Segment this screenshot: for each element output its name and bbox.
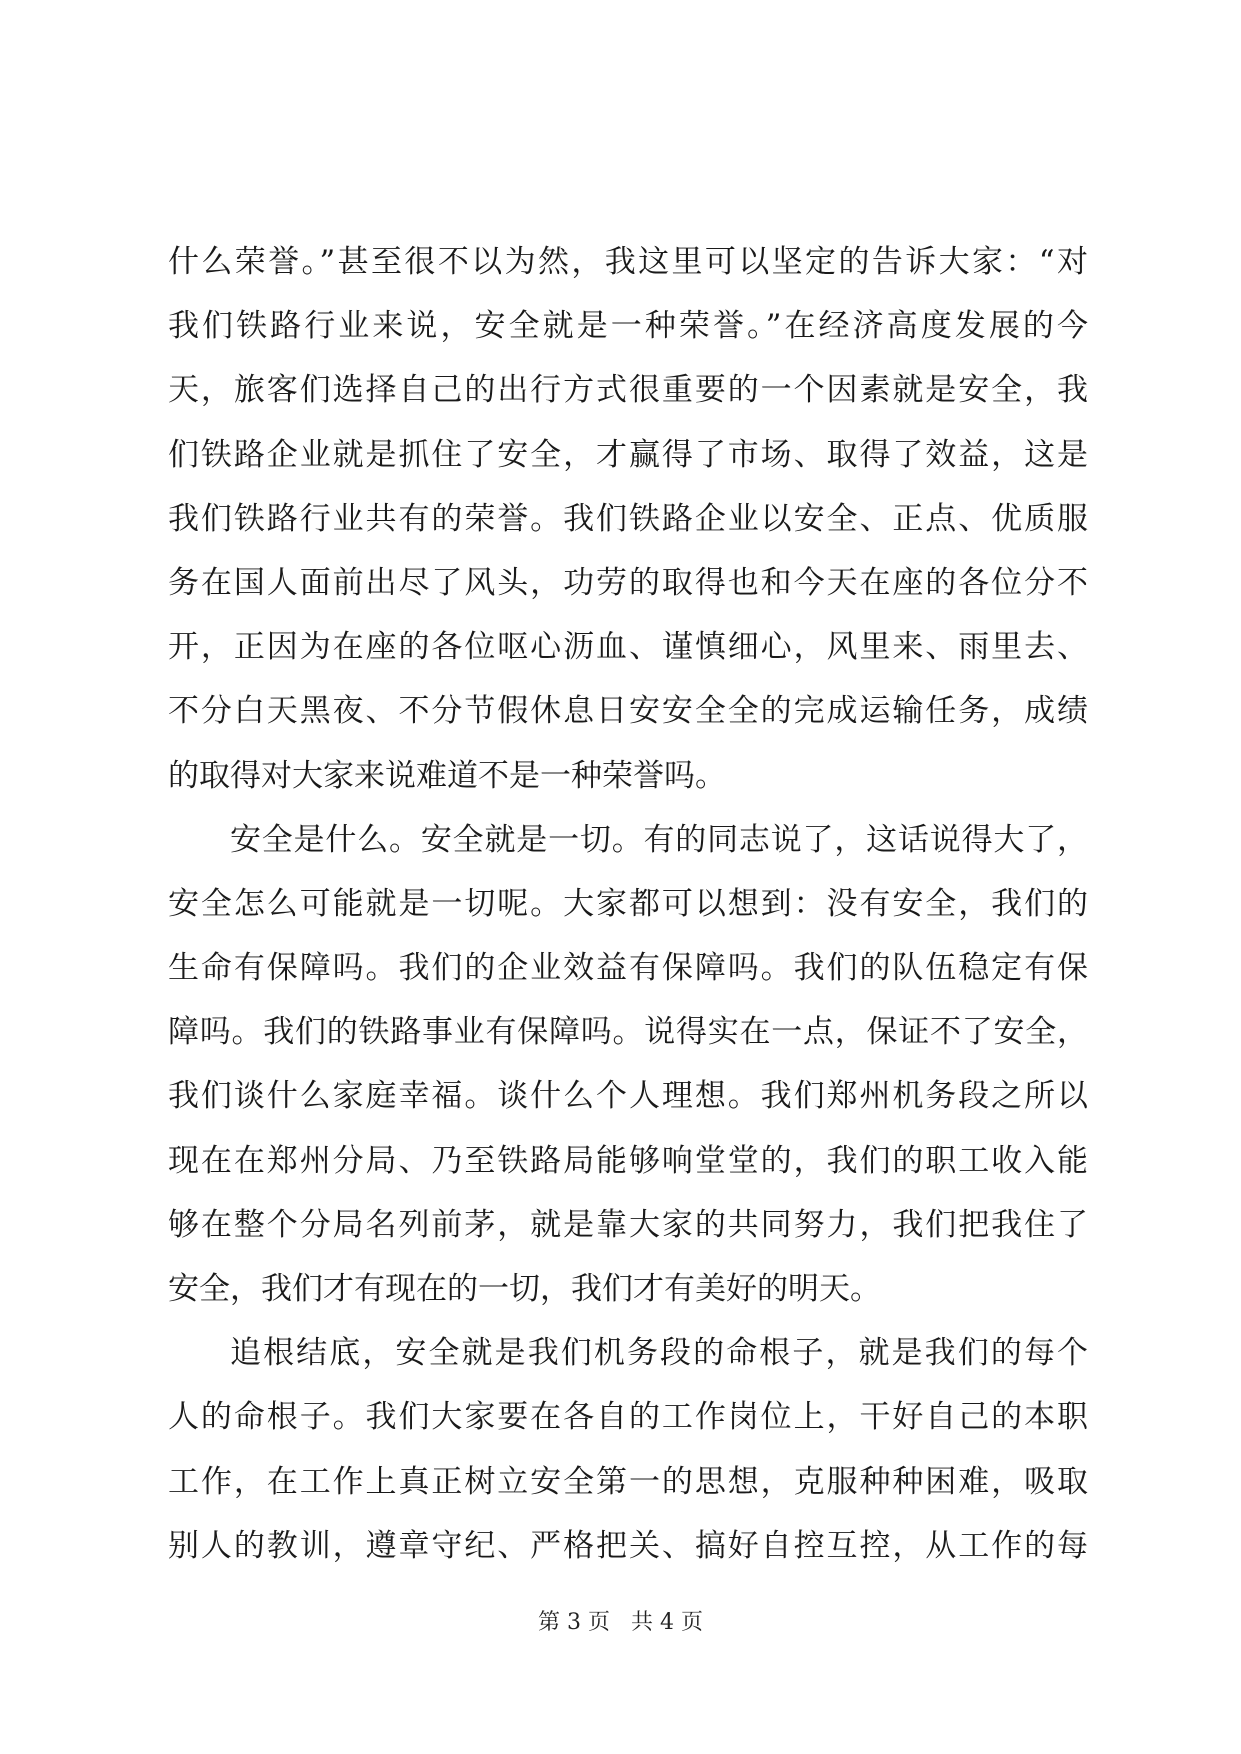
text-line: 我们谈什么家庭幸福。谈什么个人理想。我们郑州机务段之所以 <box>168 1078 1088 1115</box>
text-line: 不分白天黑夜、不分节假休息日安安全全的完成运输任务，成绩 <box>168 693 1088 730</box>
text-line: 生命有保障吗。我们的企业效益有保障吗。我们的队伍稳定有保 <box>168 950 1088 987</box>
text-line: 现在在郑州分局、乃至铁路局能够响堂堂的，我们的职工收入能 <box>168 1142 1088 1179</box>
text-line: 障吗。我们的铁路事业有保障吗。说得实在一点，保证不了安全， <box>168 1014 1088 1051</box>
text-line: 务在国人面前出尽了风头，功劳的取得也和今天在座的各位分不 <box>168 564 1088 601</box>
text-line: 别人的教训，遵章守纪、严格把关、搞好自控互控，从工作的每 <box>168 1527 1088 1564</box>
text-line: 天，旅客们选择自己的出行方式很重要的一个因素就是安全，我 <box>168 372 1088 409</box>
text-line: 什么荣誉。”甚至很不以为然，我这里可以坚定的告诉大家：“对 <box>168 244 1088 280</box>
paragraph-first-line: 安全是什么。安全就是一切。有的同志说了，这话说得大了， <box>230 821 1088 858</box>
page-footer <box>0 1608 1241 1638</box>
text-line: 的取得对大家来说难道不是一种荣誉吗。 <box>168 757 726 794</box>
text-line: 我们铁路行业来说，安全就是一种荣誉。”在经济高度发展的今 <box>168 308 1088 345</box>
text-line: 安全怎么可能就是一切呢。大家都可以想到：没有安全，我们的 <box>168 885 1088 922</box>
page-number: 第 3 页 共 4 页 <box>538 1610 703 1635</box>
text-line: 们铁路企业就是抓住了安全，才赢得了市场、取得了效益，这是 <box>168 436 1088 473</box>
text-line: 够在整个分局名列前茅，就是靠大家的共同努力，我们把我住了 <box>168 1206 1088 1243</box>
text-line: 开，正因为在座的各位呕心沥血、谨慎细心，风里来、雨里去、 <box>168 629 1088 666</box>
body-text <box>168 230 1088 1578</box>
text-line: 人的命根子。我们大家要在各自的工作岗位上，干好自己的本职 <box>168 1399 1088 1436</box>
text-line: 安全，我们才有现在的一切，我们才有美好的明天。 <box>168 1271 881 1307</box>
text-line: 我们铁路行业共有的荣誉。我们铁路企业以安全、正点、优质服 <box>168 500 1088 537</box>
text-line: 工作，在工作上真正树立安全第一的思想，克服种种困难，吸取 <box>168 1463 1088 1500</box>
paragraph-first-line: 追根结底，安全就是我们机务段的命根子，就是我们的每个 <box>230 1335 1088 1372</box>
